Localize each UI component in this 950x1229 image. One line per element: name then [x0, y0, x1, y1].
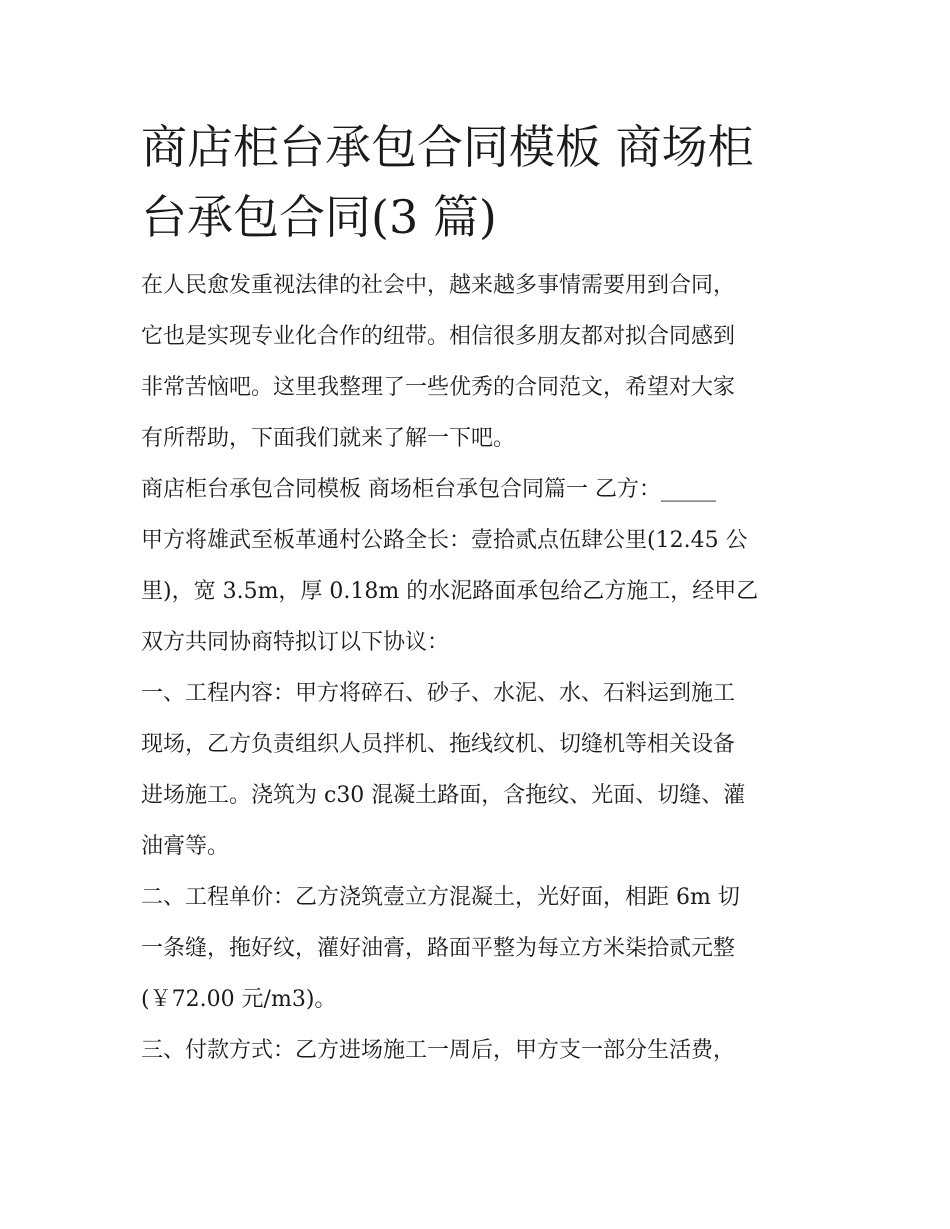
text-line: 商店柜台承包合同模板 商场柜台承包合同篇一 乙方：_____	[141, 477, 716, 502]
intro-paragraph	[141, 260, 813, 464]
text-line: 它也是实现专业化合作的纽带。相信很多朋友都对拟合同感到	[141, 324, 736, 349]
document-page	[141, 112, 813, 1076]
scope-paragraph	[141, 515, 813, 668]
text-line: 在人民愈发重视法律的社会中，越来越多事情需要用到合同，	[141, 273, 736, 298]
document-title	[141, 112, 813, 252]
clause-three-paragraph	[141, 1025, 813, 1076]
title-line: 台承包合同(3 篇)	[141, 190, 497, 244]
text-line: 油膏等。	[141, 834, 230, 859]
text-line: 三、付款方式：乙方进场施工一周后，甲方支一部分生活费，	[141, 1038, 736, 1063]
text-line: (￥72.00 元/m3)。	[141, 987, 337, 1012]
text-line: 里)，宽 3.5m，厚 0.18m 的水泥路面承包给乙方施工，经甲乙	[141, 579, 759, 604]
text-line: 非常苦恼吧。这里我整理了一些优秀的合同范文，希望对大家	[141, 375, 736, 400]
title-line: 商店柜台承包合同模板 商场柜	[141, 120, 754, 174]
text-line: 甲方将雄武至板革通村公路全长：壹拾贰点伍肆公里(12.45 公	[141, 528, 748, 553]
text-line: 双方共同协商特拟订以下协议：	[141, 630, 450, 655]
text-line: 进场施工。浇筑为 c30 混凝土路面，含拖纹、光面、切缝、灌	[141, 783, 746, 808]
text-line: 二、工程单价：乙方浇筑壹立方混凝土，光好面，相距 6m 切	[141, 885, 740, 910]
text-line: 一条缝，拖好纹，灌好油膏，路面平整为每立方米柒拾贰元整	[141, 936, 736, 961]
text-line: 现场，乙方负责组织人员拌机、拖线纹机、切缝机等相关设备	[141, 732, 736, 757]
section-heading-paragraph	[141, 464, 813, 515]
text-line: 一、工程内容：甲方将碎石、砂子、水泥、水、石料运到施工	[141, 681, 736, 706]
text-line: 有所帮助，下面我们就来了解一下吧。	[141, 426, 516, 451]
clause-two-paragraph	[141, 872, 813, 1025]
clause-one-paragraph	[141, 668, 813, 872]
